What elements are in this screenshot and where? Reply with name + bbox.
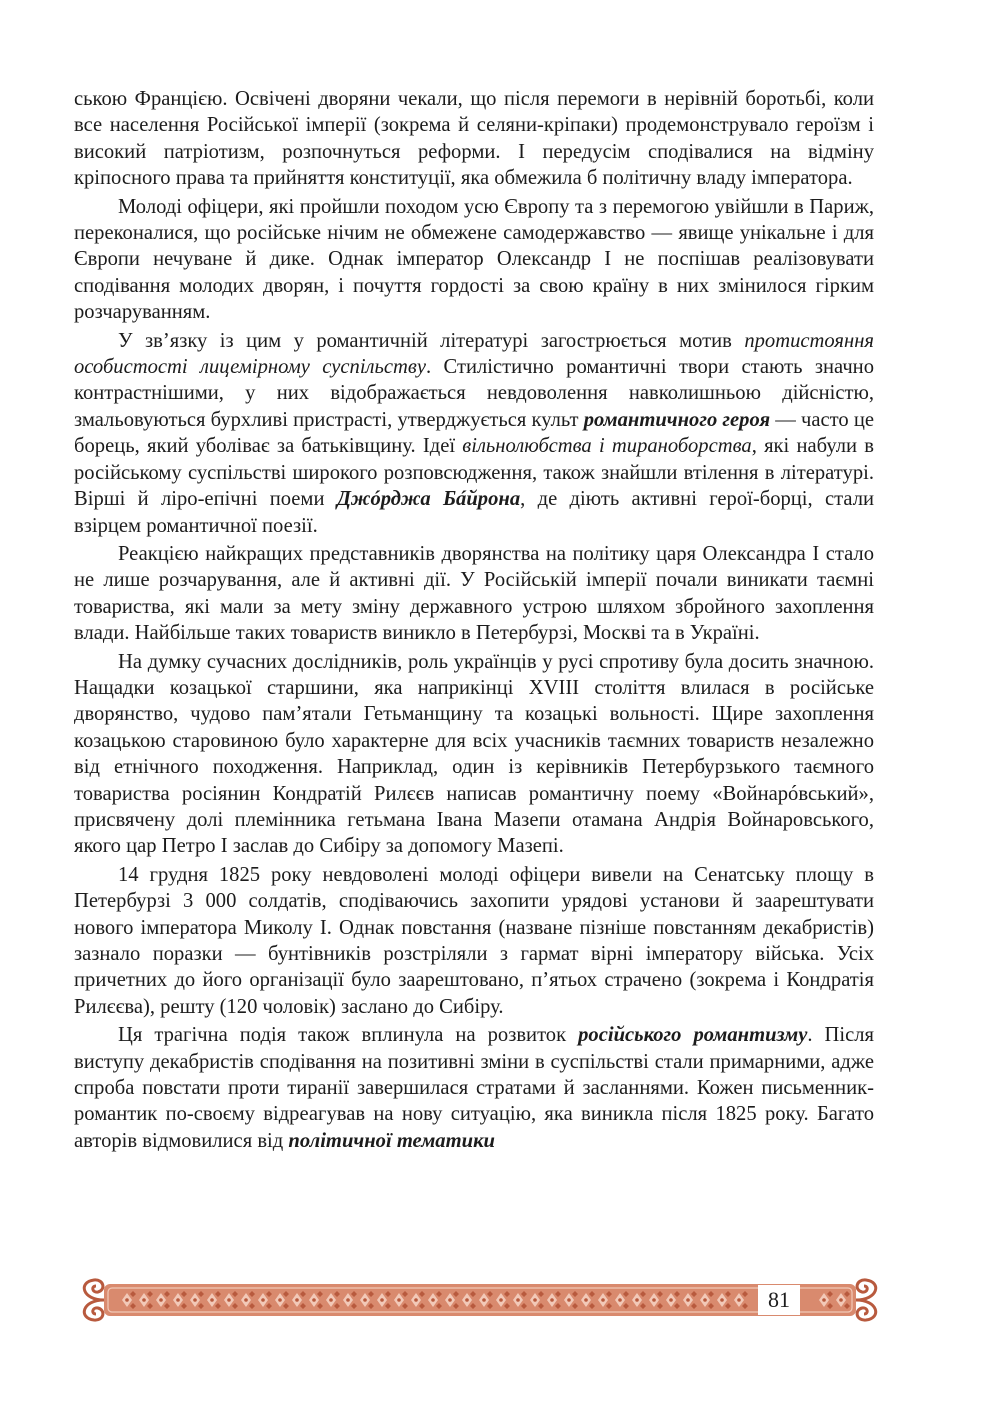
paragraph — [74, 1022, 874, 1154]
text-run: У зв’язку із цим у романтичній літературі загострюється мотив — [118, 329, 745, 352]
page-number: 81 — [758, 1285, 800, 1315]
text-run: Реакцією найкращих представників дворянства на політику царя Олександра І стало не лише розчарування, але й активні дії. У Російській імперії почали виникати таємні товариства, які мали за мету зміну державного устрою шляхом збройного захоплення влади. Найбільше таких товариств виникло в Петербурзі, Москві та в Україні. — [74, 542, 874, 645]
text-run: На думку сучасних дослідників, роль українців у русі спротиву була досить значною. Нащадки козацької старшини, яка наприкінці XVIII століття влилася в російське дворянство, чудово пам’ятали Гетьманщину та козацькі вольності. Щире захоплення козацькою старовиною було характерне для всіх учасників таємних товариств незалежно від етнічного походження. Наприклад, один із керівників Петербурзького таємного товариства росіянин Кондратій Рилєєв написав романтичну поему «Войнарóвський», присвячену долі племінника гетьмана Івана Мазепи отамана Андрія Войнаровського, якого цар Петро І заслав до Сибіру за допомогу Мазепі. — [74, 650, 874, 858]
paragraph — [74, 328, 874, 539]
text-run: . Після виступу декабристів сподівання на позитивні зміни в суспільстві стали примарними, адже спроба повстати проти тиранії завершилася стратами й засланнями. Кожен письменник-романтик по-своєму відреагував на нову ситуацію, яка виникла після 1825 року. Багато авторів відмовилися від — [74, 1024, 874, 1152]
paragraph — [74, 649, 874, 860]
emphasized-term: політичної тематики — [288, 1129, 495, 1152]
body-text — [74, 86, 874, 1156]
paragraph — [74, 541, 874, 647]
text-run: , де діють активні герої-борці, стали взірцем романтичної поезії. — [74, 488, 874, 537]
paragraph — [74, 862, 874, 1020]
text-run: Ця трагічна подія також вплинула на розвиток — [118, 1024, 579, 1047]
emphasized-term: вільнолюбства і тираноборства — [462, 435, 752, 458]
text-run: . Стилістично романтичні твори стають значно контрастнішими, у них відображається невдоволення навколишньою дійсністю, змальовуються бурхливі пристрасті, утверджується культ — [74, 356, 875, 431]
emphasized-term: Джóрджа Бáйрона — [336, 488, 521, 511]
text-run: — часто це борець, який уболіває за батьківщину. Ідеї — [74, 408, 874, 458]
emphasized-term: російського романтизму — [578, 1024, 808, 1047]
emphasized-term: романтичного героя — [583, 408, 771, 431]
text-run: , які набули в російському суспільстві широкого розповсюдження, також знайшли втілення в літературі. Вірші й ліро-епічні поеми — [74, 435, 874, 511]
emphasized-term: протистояння особистості лицемірному суспільству — [74, 329, 874, 379]
text-run: ською Францією. Освічені дворяни чекали, що після перемоги в нерівній боротьбі, коли все населення Російської імперії (зокрема й селяни-кріпаки) продемонструвало героїзм і високий патріотизм, розпочнуться реформи. І передусім сподівалися на відміну кріпосного права та прийняття конституції, яка обмежила б політичну владу імператора. — [74, 88, 874, 190]
text-run: 14 грудня 1825 року невдоволені молоді офіцери вивели на Сенатську площу в Петербурзі 3 000 солдатів, сподіваючись захопити урядові установи й заарештувати нового імператора Миколу І. Однак повстання (назване пізніше повстанням декабристів) зазнало поразки — бунтівників розстріляли з гармат вірні імператору війська. Усіх причетних до його організації було заарештовано, п’ятьох страчено (зокрема і Кондратія Рилєєва), решту (120 чоловік) заслано до Сибіру. — [74, 863, 874, 1018]
paragraph — [74, 194, 874, 326]
paragraph — [74, 86, 874, 192]
text-run: Молоді офіцери, які пройшли походом усю Європу та з перемогою увійшли в Париж, переконалися, що російське нічим не обмежене самодержавство — явище унікальне і для Європи нечуване й дике. Однак імператор Олександр І не поспішав реалізовувати сподівання молодих дворян, і почуття гордості за свою країну в них змінилося гірким розчаруванням. — [74, 195, 874, 324]
